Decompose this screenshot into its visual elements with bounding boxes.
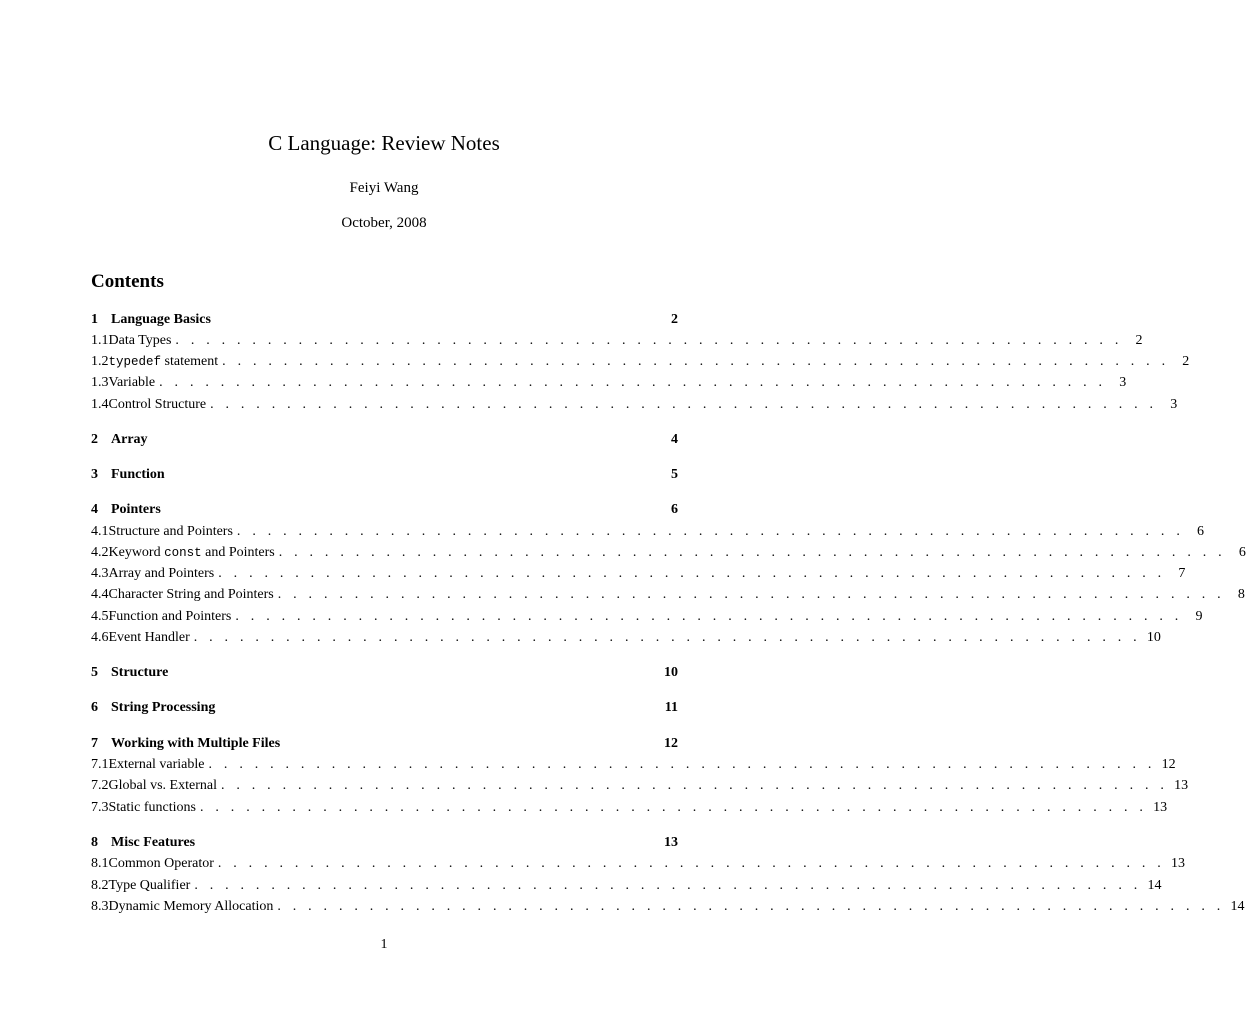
toc-page: 12 [664, 736, 678, 751]
toc-entry-8-2[interactable] [91, 876, 1162, 896]
toc-page: 12 [1161, 757, 1176, 772]
toc-label: Global vs. External [108, 778, 217, 793]
toc-section-1[interactable] [91, 310, 678, 330]
toc-leader: . . . . . . . . . . . . . . . . . . . . . . . . . . . . . . . . . . . . . . . . . . . . . . . . . . . . . . . . . . . . . . [235, 609, 1183, 624]
toc-label: Event Handler [108, 630, 190, 645]
toc-leader: . . . . . . . . . . . . . . . . . . . . . . . . . . . . . . . . . . . . . . . . . . . . . . . . . . . . . . . . . . . . . . [277, 587, 1225, 602]
toc-label: External variable [108, 757, 205, 772]
toc-label: Misc Features [111, 835, 196, 850]
toc-leader: . . . . . . . . . . . . . . . . . . . . . . . . . . . . . . . . . . . . . . . . . . . . . . . . . . . . . . . . . . . . . . [218, 566, 1166, 581]
toc-leader: . . . . . . . . . . . . . . . . . . . . . . . . . . . . . . . . . . . . . . . . . . . . . . . . . . . . . . . . . . . . . . [217, 856, 1165, 871]
toc-entry-1-3[interactable] [91, 373, 1127, 393]
document-date: October, 2008 [341, 215, 427, 231]
toc-page: 3 [1119, 375, 1127, 390]
toc-page: 13 [1170, 856, 1185, 871]
toc-leader: . . . . . . . . . . . . . . . . . . . . . . . . . . . . . . . . . . . . . . . . . . . . . . . . . . . . . . . . . . . . . . [210, 397, 1158, 412]
toc-label: Language Basics [111, 312, 211, 327]
toc-label: Control Structure [108, 397, 207, 412]
toc-number: 4.2 [91, 545, 109, 560]
toc-label: Array and Pointers [108, 566, 215, 581]
toc-label-text: and Pointers [201, 545, 275, 560]
toc-entry-1-1[interactable] [91, 331, 1143, 351]
toc-page: 10 [664, 665, 678, 680]
toc-label-code: typedef [108, 355, 162, 369]
toc-label: Working with Multiple Files [111, 736, 281, 751]
toc-number: 4.4 [91, 587, 109, 602]
toc-entry-4-6[interactable] [91, 628, 1161, 648]
toc-leader: . . . . . . . . . . . . . . . . . . . . . . . . . . . . . . . . . . . . . . . . . . . . . . . . . . . . . . . . . . . . . . [208, 757, 1156, 772]
toc-page: 2 [1182, 354, 1190, 369]
toc-page: 7 [1178, 566, 1186, 581]
toc-number: 1.2 [91, 354, 109, 369]
toc-page: 10 [1146, 630, 1161, 645]
toc-leader: . . . . . . . . . . . . . . . . . . . . . . . . . . . . . . . . . . . . . . . . . . . . . . . . . . . . . . . . . . . . . . [159, 375, 1107, 390]
toc-number: 8.1 [91, 856, 109, 871]
toc-leader: . . . . . . . . . . . . . . . . . . . . . . . . . . . . . . . . . . . . . . . . . . . . . . . . . . . . . . . . . . . . . . [277, 899, 1225, 914]
toc-entry-4-5[interactable] [91, 607, 1203, 627]
toc-entry-1-2[interactable] [91, 352, 1190, 372]
toc-label: Variable [108, 375, 156, 390]
toc-leader: . . . . . . . . . . . . . . . . . . . . . . . . . . . . . . . . . . . . . . . . . . . . . . . . . . . . . . . . . . . . . . [175, 333, 1123, 348]
toc-leader: . . . . . . . . . . . . . . . . . . . . . . . . . . . . . . . . . . . . . . . . . . . . . . . . . . . . . . . . . . . . . . [236, 524, 1185, 539]
toc-entry-7-2[interactable] [91, 776, 1189, 796]
toc-entry-8-1[interactable] [91, 854, 1185, 874]
toc-page: 14 [1230, 899, 1245, 914]
toc-number: 8 [91, 835, 98, 850]
toc-label: Pointers [111, 502, 161, 517]
toc-entry-8-3[interactable] [91, 897, 1245, 917]
toc-number: 1.4 [91, 397, 109, 412]
toc-section-6[interactable] [91, 698, 678, 718]
toc-page: 3 [1170, 397, 1178, 412]
toc-entry-7-3[interactable] [91, 798, 1168, 818]
toc-page: 13 [664, 835, 678, 850]
toc-number: 4.5 [91, 609, 109, 624]
toc-label: Array [111, 432, 148, 447]
toc-number: 1 [91, 312, 98, 327]
toc-leader: . . . . . . . . . . . . . . . . . . . . . . . . . . . . . . . . . . . . . . . . . . . . . . . . . . . . . . . . . . . . . . [220, 778, 1169, 793]
toc-label: Common Operator [108, 856, 214, 871]
toc-number: 7.1 [91, 757, 109, 772]
toc-page: 11 [664, 700, 678, 715]
toc-entry-7-1[interactable] [91, 755, 1176, 775]
toc-label-text: Keyword [108, 545, 165, 560]
toc-label: Type Qualifier [108, 878, 191, 893]
toc-label-text: statement [161, 354, 219, 369]
toc-leader: . . . . . . . . . . . . . . . . . . . . . . . . . . . . . . . . . . . . . . . . . . . . . . . . . . . . . . . . . . . . . . [193, 630, 1141, 645]
document-author: Feiyi Wang [349, 180, 419, 196]
toc-page: 13 [1153, 800, 1168, 815]
toc-label: Structure and Pointers [108, 524, 233, 539]
toc-section-4[interactable] [91, 500, 678, 520]
contents-heading: Contents [91, 271, 164, 292]
toc-page: 6 [671, 502, 678, 517]
toc-leader: . . . . . . . . . . . . . . . . . . . . . . . . . . . . . . . . . . . . . . . . . . . . . . . . . . . . . . . . . . . . . . [200, 800, 1148, 815]
toc-number: 2 [91, 432, 98, 447]
toc-label: Function and Pointers [108, 609, 232, 624]
toc-number: 8.2 [91, 878, 109, 893]
toc-entry-4-1[interactable] [91, 522, 1205, 542]
toc-page: 9 [1195, 609, 1203, 624]
toc-page: 2 [671, 312, 678, 327]
toc-number: 8.3 [91, 899, 109, 914]
toc-entry-1-4[interactable] [91, 395, 1178, 415]
toc-label: Static functions [108, 800, 196, 815]
toc-label: Data Types [108, 333, 172, 348]
toc-page: 14 [1147, 878, 1162, 893]
toc-number: 1.1 [91, 333, 109, 348]
toc-number: 6 [91, 700, 98, 715]
toc-entry-4-4[interactable] [91, 585, 1245, 605]
toc-page: 13 [1174, 778, 1189, 793]
toc-page: 5 [671, 467, 678, 482]
toc-label: Dynamic Memory Allocation [108, 899, 274, 914]
document-title: C Language: Review Notes [268, 131, 500, 155]
toc-number: 4.1 [91, 524, 109, 539]
toc-number: 7.2 [91, 778, 109, 793]
toc-leader: . . . . . . . . . . . . . . . . . . . . . . . . . . . . . . . . . . . . . . . . . . . . . . . . . . . . . . . . . . . . . . [222, 354, 1170, 369]
toc-number: 4.6 [91, 630, 109, 645]
toc-leader: . . . . . . . . . . . . . . . . . . . . . . . . . . . . . . . . . . . . . . . . . . . . . . . . . . . . . . . . . . . . . . [194, 878, 1142, 893]
toc-number: 3 [91, 467, 98, 482]
toc-page: 6 [1238, 545, 1246, 560]
toc-label-code: const [164, 546, 202, 560]
toc-number: 7.3 [91, 800, 109, 815]
toc-label: String Processing [111, 700, 216, 715]
toc-section-5[interactable] [91, 663, 678, 683]
toc-page: 4 [671, 432, 678, 447]
toc-label [109, 543, 275, 563]
page-number: 1 [380, 937, 388, 952]
toc-section-2[interactable] [91, 430, 678, 450]
toc-number: 4.3 [91, 566, 109, 581]
toc-number: 1.3 [91, 375, 109, 390]
toc-page: 8 [1237, 587, 1245, 602]
toc-entry-4-3[interactable] [91, 564, 1186, 584]
toc-section-7[interactable] [91, 734, 678, 754]
toc-section-8[interactable] [91, 833, 678, 853]
toc-number: 4 [91, 502, 98, 517]
toc-label [109, 352, 219, 372]
toc-section-3[interactable] [91, 465, 678, 485]
toc-label: Structure [111, 665, 169, 680]
toc-label: Character String and Pointers [108, 587, 274, 602]
toc-page: 2 [1135, 333, 1143, 348]
toc-label: Function [111, 467, 165, 482]
toc-leader: . . . . . . . . . . . . . . . . . . . . . . . . . . . . . . . . . . . . . . . . . . . . . . . . . . . . . . . . . . . . . . [278, 545, 1226, 560]
toc-entry-4-2[interactable] [91, 543, 1246, 563]
toc-number: 5 [91, 665, 98, 680]
toc-page: 6 [1197, 524, 1205, 539]
toc-number: 7 [91, 736, 98, 751]
